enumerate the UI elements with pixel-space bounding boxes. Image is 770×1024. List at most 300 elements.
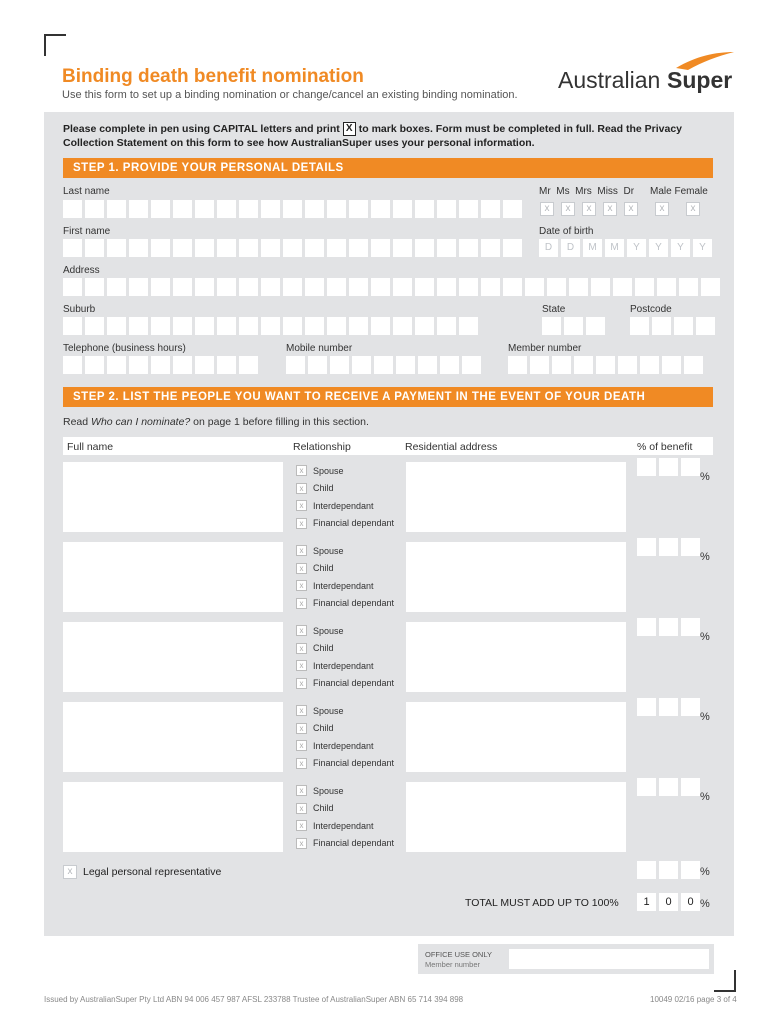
- char-box[interactable]: [440, 356, 459, 374]
- relationship-label: Interdependant: [313, 740, 374, 751]
- last-name-label: Last name: [63, 186, 110, 197]
- relationship-options: [296, 622, 394, 692]
- relationship-option[interactable]: [296, 800, 394, 818]
- total-label: TOTAL MUST ADD UP TO 100%: [465, 897, 619, 909]
- char-box[interactable]: [129, 356, 148, 374]
- char-box[interactable]: [195, 356, 214, 374]
- digit-box[interactable]: [681, 618, 700, 636]
- digit-box[interactable]: [659, 778, 678, 796]
- char-box[interactable]: [195, 278, 214, 296]
- beneficiary-percent-input[interactable]: [637, 458, 700, 476]
- beneficiary-percent-input[interactable]: [637, 698, 700, 716]
- char-box[interactable]: [308, 356, 327, 374]
- char-box[interactable]: [374, 356, 393, 374]
- dob-y2[interactable]: Y: [649, 239, 668, 257]
- char-box[interactable]: [217, 317, 236, 335]
- char-box[interactable]: [459, 317, 478, 335]
- char-box[interactable]: [129, 278, 148, 296]
- relationship-checkbox[interactable]: x: [296, 598, 307, 609]
- member-input[interactable]: [508, 356, 703, 374]
- char-box[interactable]: [437, 200, 456, 218]
- relationship-label: Interdependant: [313, 500, 374, 511]
- total-digit: 0: [681, 893, 700, 911]
- digit-box[interactable]: [681, 698, 700, 716]
- relationship-checkbox[interactable]: x: [296, 483, 307, 494]
- char-box[interactable]: [459, 278, 478, 296]
- relationship-label: Financial dependant: [313, 678, 395, 689]
- digit-box[interactable]: [681, 778, 700, 796]
- char-box[interactable]: [327, 239, 346, 257]
- relationship-label: Interdependant: [313, 820, 374, 831]
- example-mark-box: X: [343, 122, 356, 136]
- digit-box[interactable]: [637, 698, 656, 716]
- first-name-label: First name: [63, 226, 111, 237]
- char-box[interactable]: [481, 200, 500, 218]
- relationship-option[interactable]: [296, 640, 394, 658]
- char-box[interactable]: [173, 200, 192, 218]
- percent-sign: %: [700, 791, 710, 803]
- postcode-input[interactable]: [630, 317, 715, 335]
- relationship-label: Financial dependant: [313, 838, 395, 849]
- legal-rep-label: Legal personal representative: [83, 866, 222, 878]
- beneficiary-percent-input[interactable]: [637, 618, 700, 636]
- char-box[interactable]: [569, 278, 588, 296]
- char-box[interactable]: [437, 239, 456, 257]
- char-box[interactable]: [459, 200, 478, 218]
- char-box[interactable]: [591, 278, 610, 296]
- char-box[interactable]: [635, 278, 654, 296]
- char-box[interactable]: [652, 317, 671, 335]
- total-percent-sign: %: [700, 898, 710, 910]
- digit-box[interactable]: [637, 458, 656, 476]
- char-box[interactable]: [195, 200, 214, 218]
- dob-d1[interactable]: D: [539, 239, 558, 257]
- title-ms-checkbox[interactable]: x: [561, 202, 575, 216]
- char-box[interactable]: [217, 239, 236, 257]
- char-box[interactable]: [415, 317, 434, 335]
- char-box[interactable]: [662, 356, 681, 374]
- instructions: [63, 122, 713, 150]
- crop-mark-bottom-right: [714, 970, 736, 992]
- relationship-label: Child: [313, 563, 334, 574]
- char-box[interactable]: [684, 356, 703, 374]
- relationship-label: Child: [313, 803, 334, 814]
- office-use-member-input[interactable]: [509, 949, 709, 969]
- char-box[interactable]: [437, 317, 456, 335]
- char-box[interactable]: [371, 317, 390, 335]
- char-box[interactable]: [305, 239, 324, 257]
- char-box[interactable]: [107, 356, 126, 374]
- char-box[interactable]: [283, 278, 302, 296]
- relationship-checkbox[interactable]: x: [296, 705, 307, 716]
- digit-box[interactable]: [681, 458, 700, 476]
- relationship-label: Child: [313, 723, 334, 734]
- relationship-checkbox[interactable]: x: [296, 803, 307, 814]
- title-mr-checkbox[interactable]: x: [540, 202, 554, 216]
- char-box[interactable]: [261, 239, 280, 257]
- relationship-option[interactable]: [296, 720, 394, 738]
- last-name-input[interactable]: [63, 200, 522, 218]
- char-box[interactable]: [701, 278, 720, 296]
- relationship-checkbox[interactable]: x: [296, 465, 307, 476]
- char-box[interactable]: [305, 200, 324, 218]
- char-box[interactable]: [129, 239, 148, 257]
- title-dr-checkbox[interactable]: x: [624, 202, 638, 216]
- relationship-option[interactable]: [296, 835, 394, 853]
- char-box[interactable]: [217, 200, 236, 218]
- relationship-label: Spouse: [313, 785, 344, 796]
- digit-box[interactable]: [659, 861, 678, 879]
- dob-m2[interactable]: M: [605, 239, 624, 257]
- instructions-part2: to mark boxes. Form must be completed in full. Read the Privacy Collection Statement on this form to see how AustralianSuper uses your personal information.: [63, 123, 682, 150]
- state-input[interactable]: [542, 317, 605, 335]
- char-box[interactable]: [85, 200, 104, 218]
- char-box[interactable]: [107, 278, 126, 296]
- dob-d2[interactable]: D: [561, 239, 580, 257]
- legal-rep-checkbox[interactable]: x: [63, 865, 77, 879]
- beneficiary-address-input[interactable]: [406, 782, 626, 852]
- char-box[interactable]: [151, 278, 170, 296]
- relationship-label: Financial dependant: [313, 598, 395, 609]
- address-input[interactable]: [63, 278, 720, 296]
- step2-heading: STEP 2. LIST THE PEOPLE YOU WANT TO RECEIVE A PAYMENT IN THE EVENT OF YOUR DEATH: [63, 387, 713, 407]
- char-box[interactable]: [371, 200, 390, 218]
- relationship-checkbox[interactable]: x: [296, 660, 307, 671]
- char-box[interactable]: [239, 239, 258, 257]
- char-box[interactable]: [261, 200, 280, 218]
- char-box[interactable]: [63, 200, 82, 218]
- office-use-title: OFFICE USE ONLY: [425, 950, 492, 959]
- char-box[interactable]: [85, 317, 104, 335]
- digit-box[interactable]: [681, 538, 700, 556]
- beneficiary-name-input[interactable]: [63, 702, 283, 772]
- char-box[interactable]: [657, 278, 676, 296]
- char-box[interactable]: [586, 317, 605, 335]
- char-box[interactable]: [129, 317, 148, 335]
- digit-box[interactable]: [681, 861, 700, 879]
- char-box[interactable]: [547, 278, 566, 296]
- relationship-checkbox[interactable]: x: [296, 678, 307, 689]
- crop-mark-top-left: [44, 34, 66, 56]
- char-box[interactable]: [679, 278, 698, 296]
- relationship-options: [296, 782, 394, 852]
- state-label: State: [542, 304, 566, 315]
- relationship-options: [296, 542, 394, 612]
- char-box[interactable]: [173, 317, 192, 335]
- char-box[interactable]: [503, 239, 522, 257]
- char-box[interactable]: [596, 356, 615, 374]
- relationship-option[interactable]: [296, 675, 394, 693]
- beneficiary-name-input[interactable]: [63, 622, 283, 692]
- char-box[interactable]: [640, 356, 659, 374]
- digit-box[interactable]: [637, 618, 656, 636]
- char-box[interactable]: [415, 239, 434, 257]
- beneficiary-address-input[interactable]: [406, 622, 626, 692]
- step1-heading: STEP 1. PROVIDE YOUR PERSONAL DETAILS: [63, 158, 713, 178]
- char-box[interactable]: [107, 200, 126, 218]
- relationship-option[interactable]: [296, 480, 394, 498]
- suburb-label: Suburb: [63, 304, 96, 315]
- percent-sign: %: [700, 711, 710, 723]
- relationship-label: Financial dependant: [313, 518, 395, 529]
- relationship-options: [296, 702, 394, 772]
- footer-page-code: 10049 02/16 page 3 of 4: [650, 995, 737, 1004]
- char-box[interactable]: [352, 356, 371, 374]
- beneficiary-address-input[interactable]: [406, 542, 626, 612]
- telephone-input[interactable]: [63, 356, 258, 374]
- relationship-checkbox[interactable]: x: [296, 500, 307, 511]
- char-box[interactable]: [564, 317, 583, 335]
- digit-box[interactable]: [659, 458, 678, 476]
- title-checkboxes: [540, 202, 638, 216]
- title-labels: Mr Ms Mrs Miss Dr: [539, 186, 635, 197]
- member-label: Member number: [508, 343, 582, 354]
- relationship-option[interactable]: [296, 782, 394, 800]
- char-box[interactable]: [618, 356, 637, 374]
- char-box[interactable]: [283, 200, 302, 218]
- title-miss-checkbox[interactable]: x: [603, 202, 617, 216]
- char-box[interactable]: [613, 278, 632, 296]
- relationship-checkbox[interactable]: x: [296, 820, 307, 831]
- legal-rep-percent-sign: %: [700, 866, 710, 878]
- char-box[interactable]: [261, 317, 280, 335]
- digit-box[interactable]: [659, 538, 678, 556]
- relationship-label: Spouse: [313, 465, 344, 476]
- char-box[interactable]: [330, 356, 349, 374]
- instructions-part1: Please complete in pen using CAPITAL letters and print: [63, 123, 340, 135]
- relationship-label: Interdependant: [313, 660, 374, 671]
- relationship-checkbox[interactable]: x: [296, 580, 307, 591]
- table-header: [63, 437, 713, 455]
- beneficiary-name-input[interactable]: [63, 462, 283, 532]
- relationship-checkbox[interactable]: x: [296, 545, 307, 556]
- percent-sign: %: [700, 471, 710, 483]
- char-box[interactable]: [151, 317, 170, 335]
- char-box[interactable]: [283, 239, 302, 257]
- digit-box[interactable]: [659, 698, 678, 716]
- office-use-member-label: Member number: [425, 960, 481, 969]
- relationship-option[interactable]: [296, 515, 394, 533]
- footer-issued: Issued by AustralianSuper Pty Ltd ABN 94 006 457 987 AFSL 233788 Trustee of AustralianSuper ABN 65 714 394 898: [44, 995, 464, 1004]
- char-box[interactable]: [393, 200, 412, 218]
- digit-box[interactable]: [659, 618, 678, 636]
- relationship-label: Spouse: [313, 625, 344, 636]
- relationship-option[interactable]: [296, 622, 394, 640]
- char-box[interactable]: [574, 356, 593, 374]
- total-digit: 0: [659, 893, 678, 911]
- char-box[interactable]: [327, 278, 346, 296]
- col-percent: % of benefit: [637, 441, 693, 453]
- mobile-label: Mobile number: [286, 343, 353, 354]
- relationship-checkbox[interactable]: x: [296, 723, 307, 734]
- gender-labels: Male Female: [650, 186, 708, 197]
- char-box[interactable]: [630, 317, 649, 335]
- gender-male-checkbox[interactable]: x: [655, 202, 669, 216]
- relationship-option[interactable]: [296, 577, 394, 595]
- char-box[interactable]: [286, 356, 305, 374]
- char-box[interactable]: [63, 278, 82, 296]
- beneficiary-percent-input[interactable]: [637, 778, 700, 796]
- relationship-checkbox[interactable]: x: [296, 643, 307, 654]
- dob-y1[interactable]: Y: [627, 239, 646, 257]
- char-box[interactable]: [674, 317, 693, 335]
- suburb-input[interactable]: [63, 317, 478, 335]
- relationship-option[interactable]: [296, 560, 394, 578]
- relationship-label: Spouse: [313, 705, 344, 716]
- char-box[interactable]: [459, 239, 478, 257]
- dob-input[interactable]: [539, 239, 712, 257]
- telephone-label: Telephone (business hours): [63, 343, 186, 354]
- relationship-option[interactable]: [296, 737, 394, 755]
- relationship-option[interactable]: [296, 595, 394, 613]
- gender-female-checkbox[interactable]: x: [686, 202, 700, 216]
- char-box[interactable]: [525, 278, 544, 296]
- char-box[interactable]: [63, 239, 82, 257]
- first-name-input[interactable]: [63, 239, 522, 257]
- char-box[interactable]: [173, 239, 192, 257]
- percent-sign: %: [700, 631, 710, 643]
- char-box[interactable]: [195, 239, 214, 257]
- char-box[interactable]: [393, 239, 412, 257]
- relationship-checkbox[interactable]: x: [296, 625, 307, 636]
- relationship-label: Interdependant: [313, 580, 374, 591]
- relationship-label: Financial dependant: [313, 758, 395, 769]
- char-box[interactable]: [85, 356, 104, 374]
- char-box[interactable]: [151, 356, 170, 374]
- char-box[interactable]: [239, 278, 258, 296]
- relationship-options: [296, 462, 394, 532]
- logo-swoosh-icon: [556, 50, 736, 94]
- char-box[interactable]: [85, 278, 104, 296]
- char-box[interactable]: [481, 278, 500, 296]
- form-subtitle: Use this form to set up a binding nomination or change/cancel an existing binding nomination.: [62, 89, 518, 101]
- char-box[interactable]: [239, 356, 258, 374]
- char-box[interactable]: [85, 239, 104, 257]
- char-box[interactable]: [371, 239, 390, 257]
- beneficiary-percent-input[interactable]: [637, 538, 700, 556]
- digit-box[interactable]: [637, 778, 656, 796]
- digit-box[interactable]: [637, 538, 656, 556]
- char-box[interactable]: [349, 278, 368, 296]
- dob-y4[interactable]: Y: [693, 239, 712, 257]
- char-box[interactable]: [173, 356, 192, 374]
- logo-text-super: Super: [667, 67, 733, 93]
- beneficiary-address-input[interactable]: [406, 462, 626, 532]
- char-box[interactable]: [151, 239, 170, 257]
- relationship-option[interactable]: [296, 657, 394, 675]
- beneficiary-address-input[interactable]: [406, 702, 626, 772]
- relationship-label: Child: [313, 643, 334, 654]
- legal-rep-percent-input[interactable]: [637, 861, 700, 879]
- char-box[interactable]: [349, 239, 368, 257]
- char-box[interactable]: [305, 278, 324, 296]
- char-box[interactable]: [396, 356, 415, 374]
- char-box[interactable]: [415, 278, 434, 296]
- char-box[interactable]: [552, 356, 571, 374]
- char-box[interactable]: [530, 356, 549, 374]
- char-box[interactable]: [107, 317, 126, 335]
- char-box[interactable]: [349, 200, 368, 218]
- australiansuper-logo: [556, 50, 736, 99]
- char-box[interactable]: [415, 200, 434, 218]
- title-mrs-checkbox[interactable]: x: [582, 202, 596, 216]
- char-box[interactable]: [129, 200, 148, 218]
- char-box[interactable]: [327, 200, 346, 218]
- char-box[interactable]: [349, 317, 368, 335]
- char-box[interactable]: [173, 278, 192, 296]
- char-box[interactable]: [217, 356, 236, 374]
- relationship-checkbox[interactable]: x: [296, 785, 307, 796]
- char-box[interactable]: [462, 356, 481, 374]
- char-box[interactable]: [418, 356, 437, 374]
- relationship-checkbox[interactable]: x: [296, 518, 307, 529]
- dob-label: Date of birth: [539, 226, 594, 237]
- logo-text-australian: Australian: [558, 67, 661, 93]
- char-box[interactable]: [327, 317, 346, 335]
- char-box[interactable]: [239, 200, 258, 218]
- char-box[interactable]: [503, 200, 522, 218]
- dob-y3[interactable]: Y: [671, 239, 690, 257]
- char-box[interactable]: [63, 356, 82, 374]
- relationship-checkbox[interactable]: x: [296, 758, 307, 769]
- relationship-checkbox[interactable]: x: [296, 740, 307, 751]
- col-address: Residential address: [405, 441, 498, 453]
- relationship-option[interactable]: [296, 497, 394, 515]
- read-note: Read Who can I nominate? on page 1 before filling in this section.: [63, 416, 369, 428]
- relationship-label: Spouse: [313, 545, 344, 556]
- char-box[interactable]: [393, 278, 412, 296]
- relationship-label: Child: [313, 483, 334, 494]
- percent-sign: %: [700, 551, 710, 563]
- col-full-name: Full name: [67, 441, 114, 453]
- dob-m1[interactable]: M: [583, 239, 602, 257]
- digit-box[interactable]: [637, 861, 656, 879]
- col-relationship: Relationship: [293, 441, 351, 453]
- relationship-option[interactable]: [296, 702, 394, 720]
- beneficiary-name-input[interactable]: [63, 542, 283, 612]
- char-box[interactable]: [542, 317, 561, 335]
- form-title: Binding death benefit nomination: [62, 66, 364, 87]
- char-box[interactable]: [393, 317, 412, 335]
- char-box[interactable]: [261, 278, 280, 296]
- char-box[interactable]: [696, 317, 715, 335]
- char-box[interactable]: [283, 317, 302, 335]
- relationship-option[interactable]: [296, 542, 394, 560]
- relationship-option[interactable]: [296, 755, 394, 773]
- char-box[interactable]: [107, 239, 126, 257]
- char-box[interactable]: [217, 278, 236, 296]
- relationship-checkbox[interactable]: x: [296, 838, 307, 849]
- char-box[interactable]: [503, 278, 522, 296]
- char-box[interactable]: [481, 239, 500, 257]
- char-box[interactable]: [151, 200, 170, 218]
- char-box[interactable]: [305, 317, 324, 335]
- char-box[interactable]: [437, 278, 456, 296]
- mobile-input[interactable]: [286, 356, 481, 374]
- char-box[interactable]: [239, 317, 258, 335]
- total-digit: 1: [637, 893, 656, 911]
- relationship-option[interactable]: [296, 817, 394, 835]
- beneficiary-name-input[interactable]: [63, 782, 283, 852]
- postcode-label: Postcode: [630, 304, 672, 315]
- relationship-checkbox[interactable]: x: [296, 563, 307, 574]
- char-box[interactable]: [371, 278, 390, 296]
- relationship-option[interactable]: [296, 462, 394, 480]
- char-box[interactable]: [63, 317, 82, 335]
- total-percent: [637, 893, 700, 911]
- char-box[interactable]: [195, 317, 214, 335]
- char-box[interactable]: [508, 356, 527, 374]
